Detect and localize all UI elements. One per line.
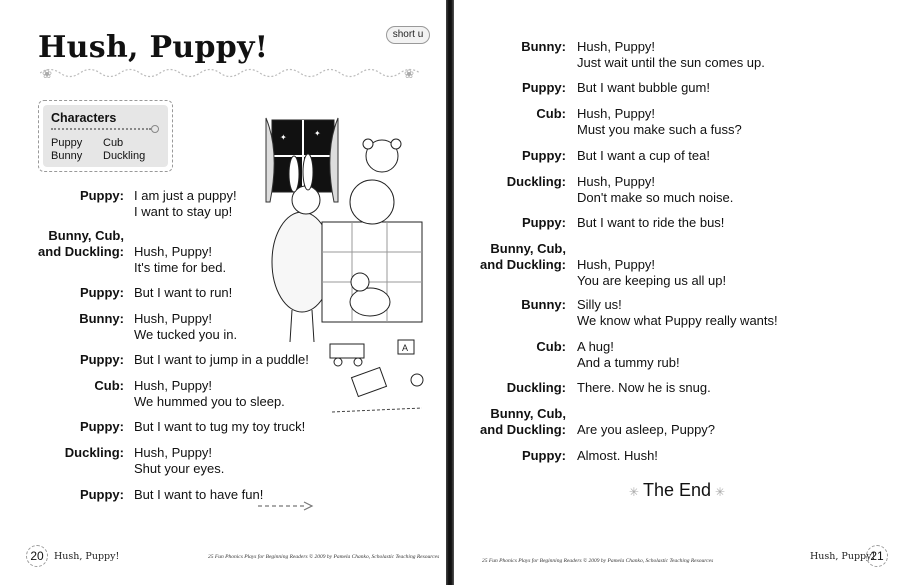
character-name: Bunny <box>51 150 83 162</box>
speaker-label: Duckling: <box>64 445 124 460</box>
copyright-credit: 25 Fun Phonics Plays for Beginning Readers © 2009 by Pamela Chanko, Scholastic Teaching Resources <box>482 558 714 564</box>
the-end-heading <box>454 480 900 501</box>
dialogue-text: I am just a puppy! <box>134 188 237 203</box>
characters-heading: Characters <box>51 111 117 125</box>
dialogue-text: But I want to have fun! <box>134 487 264 502</box>
character-name: Duckling <box>103 150 146 162</box>
dialogue-text: It's time for bed. <box>134 260 227 275</box>
speaker-label: Bunny, Cub, <box>490 406 566 421</box>
dialogue-text: I want to stay up! <box>134 204 233 219</box>
speaker-label: Cub: <box>536 106 566 121</box>
speaker-label: Puppy: <box>521 148 566 163</box>
speaker-label: Bunny: <box>521 297 566 312</box>
dialogue-text: We know what Puppy really wants! <box>577 313 778 328</box>
dialogue-text: Hush, Puppy! <box>577 106 656 121</box>
character-name: Cub <box>103 137 124 149</box>
dialogue-text: Are you asleep, Puppy? <box>577 422 716 437</box>
speaker-label: Bunny, Cub, <box>490 241 566 256</box>
dialogue-text: Hush, Puppy! <box>134 311 213 326</box>
dialogue-text: Hush, Puppy! <box>577 257 656 272</box>
speaker-label: and Duckling: <box>38 244 124 259</box>
speaker-label: Puppy: <box>521 80 566 95</box>
page-number: 21 <box>866 545 888 567</box>
star-icon: ✳ <box>628 485 639 499</box>
svg-text:❀: ❀ <box>404 67 415 80</box>
book-gutter <box>446 0 454 585</box>
dialogue-text: A hug! <box>577 339 614 354</box>
decorative-border-icon <box>40 66 420 80</box>
dialogue-text: Hush, Puppy! <box>134 244 213 259</box>
speaker-label: Puppy: <box>521 448 566 463</box>
speaker-label: Duckling: <box>506 174 566 189</box>
speaker-label: Bunny, Cub, <box>48 228 124 243</box>
the-end-text: The End <box>642 480 712 500</box>
dialogue-text: We hummed you to sleep. <box>134 394 285 409</box>
dialogue-text: Almost. Hush! <box>577 448 658 463</box>
dialogue-text: There. Now he is snug. <box>577 380 711 395</box>
dotted-divider <box>51 128 151 134</box>
speaker-label: Cub: <box>536 339 566 354</box>
svg-text:✦: ✦ <box>280 133 287 142</box>
dialogue-text: Hush, Puppy! <box>134 378 213 393</box>
dialogue-text: But I want to ride the bus! <box>577 215 725 230</box>
footer-title: Hush, Puppy! <box>54 551 120 562</box>
footer-title: Hush, Puppy! <box>810 551 876 562</box>
character-name: Puppy <box>51 137 83 149</box>
svg-text:✦: ✦ <box>314 129 321 138</box>
speaker-label: Puppy: <box>79 419 124 434</box>
right-page <box>454 0 900 585</box>
speaker-label: and Duckling: <box>480 257 566 272</box>
characters-box <box>38 100 173 172</box>
speaker-label: Bunny: <box>79 311 124 326</box>
speaker-label: Puppy: <box>79 285 124 300</box>
speaker-label: Puppy: <box>521 215 566 230</box>
left-page <box>0 0 446 585</box>
page-title: Hush, Puppy! <box>38 30 269 65</box>
svg-text:❀: ❀ <box>42 67 53 80</box>
speaker-label: Bunny: <box>521 39 566 54</box>
phonics-tag: short u <box>386 26 430 44</box>
dialogue-text: But I want a cup of tea! <box>577 148 710 163</box>
dialogue-text: Hush, Puppy! <box>577 174 656 189</box>
dialogue-text: Hush, Puppy! <box>134 445 213 460</box>
dialogue-text: You are keeping us all up! <box>577 273 727 288</box>
speaker-label: Puppy: <box>79 352 124 367</box>
speaker-label: and Duckling: <box>480 422 566 437</box>
dialogue-text: Hush, Puppy! <box>577 39 656 54</box>
dialogue-text: And a tummy rub! <box>577 355 680 370</box>
page-number: 20 <box>26 545 48 567</box>
dialogue-text: But I want bubble gum! <box>577 80 710 95</box>
dialogue-text: Must you make such a fuss? <box>577 122 742 137</box>
svg-text:A: A <box>402 343 409 353</box>
speaker-label: Duckling: <box>506 380 566 395</box>
speaker-label: Cub: <box>94 378 124 393</box>
dialogue-text: But I want to tug my toy truck! <box>134 419 306 434</box>
dialogue-text: Just wait until the sun comes up. <box>577 55 765 70</box>
bedroom-illustration-icon <box>262 112 432 422</box>
star-icon: ✳ <box>715 485 726 499</box>
dialogue-text: Don't make so much noise. <box>577 190 734 205</box>
dialogue-text: But I want to run! <box>134 285 233 300</box>
dialogue-text: We tucked you in. <box>134 327 238 342</box>
dialogue-text: But I want to jump in a puddle! <box>134 352 309 367</box>
dialogue-text: Silly us! <box>577 297 622 312</box>
dialogue-text: Shut your eyes. <box>134 461 225 476</box>
speaker-label: Puppy: <box>79 188 124 203</box>
continue-arrow-icon <box>258 500 314 512</box>
speaker-label: Puppy: <box>79 487 124 502</box>
copyright-credit: 25 Fun Phonics Plays for Beginning Readers © 2009 by Pamela Chanko, Scholastic Teaching Resources <box>208 554 440 560</box>
